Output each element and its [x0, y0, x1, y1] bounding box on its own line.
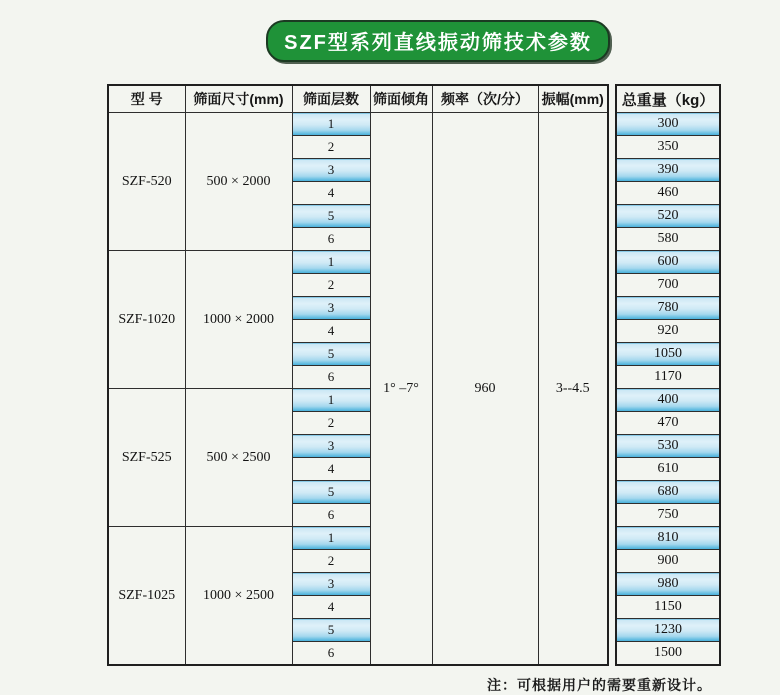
- weight-cell: 1230: [616, 619, 720, 642]
- weight-cell: 1500: [616, 642, 720, 666]
- table-row: [616, 550, 720, 573]
- size-cell: 500 × 2500: [185, 389, 292, 527]
- layer-cell: 3: [292, 573, 370, 596]
- table-row: [616, 527, 720, 550]
- table-row: [616, 619, 720, 642]
- table-row: [616, 596, 720, 619]
- table-row: [616, 205, 720, 228]
- weight-cell: 980: [616, 573, 720, 596]
- weight-cell: 460: [616, 182, 720, 205]
- weight-cell: 900: [616, 550, 720, 573]
- header-model: 型 号: [108, 85, 185, 113]
- weight-cell: 680: [616, 481, 720, 504]
- layer-cell: 6: [292, 642, 370, 666]
- incline-cell: 1° –7°: [370, 113, 432, 666]
- main-table: [107, 84, 609, 666]
- table-row: [616, 573, 720, 596]
- header-incline: 筛面倾角: [370, 85, 432, 113]
- weight-column: [615, 84, 721, 666]
- table-row: [616, 412, 720, 435]
- amplitude-cell: 3--4.5: [538, 113, 608, 666]
- weight-cell: 610: [616, 458, 720, 481]
- size-cell: 500 × 2000: [185, 113, 292, 251]
- layer-cell: 5: [292, 481, 370, 504]
- table-row: [616, 366, 720, 389]
- header-frequency: 频率（次/分）: [432, 85, 538, 113]
- layer-cell: 6: [292, 228, 370, 251]
- layer-cell: 2: [292, 136, 370, 159]
- table-row: [616, 481, 720, 504]
- table-row: [616, 159, 720, 182]
- layer-cell: 5: [292, 619, 370, 642]
- weight-cell: 1050: [616, 343, 720, 366]
- page-title: SZF型系列直线振动筛技术参数: [266, 20, 610, 62]
- layer-cell: 1: [292, 527, 370, 550]
- weight-cell: 750: [616, 504, 720, 527]
- layer-cell: 4: [292, 320, 370, 343]
- table-row: [616, 320, 720, 343]
- table-row: [616, 642, 720, 666]
- table-row: [616, 182, 720, 205]
- model-cell: SZF-1025: [108, 527, 185, 666]
- weight-cell: 920: [616, 320, 720, 343]
- table-row: [616, 458, 720, 481]
- layer-cell: 3: [292, 159, 370, 182]
- weight-cell: 1150: [616, 596, 720, 619]
- weight-cell: 600: [616, 251, 720, 274]
- table-row: [616, 435, 720, 458]
- table-row: [616, 274, 720, 297]
- layer-cell: 2: [292, 550, 370, 573]
- table-row: [616, 389, 720, 412]
- weight-cell: 300: [616, 113, 720, 136]
- layer-cell: 4: [292, 458, 370, 481]
- header-row: [616, 85, 720, 113]
- weight-cell: 470: [616, 412, 720, 435]
- layer-cell: 1: [292, 113, 370, 136]
- weight-cell: 350: [616, 136, 720, 159]
- layer-cell: 6: [292, 504, 370, 527]
- layer-cell: 5: [292, 343, 370, 366]
- layer-cell: 1: [292, 389, 370, 412]
- weight-cell: 1170: [616, 366, 720, 389]
- frequency-cell: 960: [432, 113, 538, 666]
- parameters-table: [107, 84, 780, 666]
- header-amplitude: 振幅(mm): [538, 85, 608, 113]
- header-weight: 总重量（kg）: [616, 85, 720, 113]
- layer-cell: 3: [292, 297, 370, 320]
- table-row: [616, 136, 720, 159]
- model-cell: SZF-1020: [108, 251, 185, 389]
- weight-cell: 780: [616, 297, 720, 320]
- table-row: [108, 113, 608, 136]
- weight-cell: 520: [616, 205, 720, 228]
- table-row: [616, 504, 720, 527]
- size-cell: 1000 × 2500: [185, 527, 292, 666]
- weight-cell: 810: [616, 527, 720, 550]
- weight-cell: 400: [616, 389, 720, 412]
- layer-cell: 5: [292, 205, 370, 228]
- header-size: 筛面尺寸(mm): [185, 85, 292, 113]
- layer-cell: 4: [292, 182, 370, 205]
- header-layers: 筛面层数: [292, 85, 370, 113]
- layer-cell: 3: [292, 435, 370, 458]
- layer-cell: 2: [292, 274, 370, 297]
- table-row: [616, 113, 720, 136]
- weight-cell: 530: [616, 435, 720, 458]
- layer-cell: 2: [292, 412, 370, 435]
- table-row: [616, 297, 720, 320]
- table-row: [616, 251, 720, 274]
- weight-cell: 580: [616, 228, 720, 251]
- weight-cell: 700: [616, 274, 720, 297]
- header-row: [108, 85, 608, 113]
- layer-cell: 1: [292, 251, 370, 274]
- layer-cell: 6: [292, 366, 370, 389]
- table-row: [616, 228, 720, 251]
- model-cell: SZF-525: [108, 389, 185, 527]
- layer-cell: 4: [292, 596, 370, 619]
- footer-note: 注：可根据用户的需要重新设计。: [487, 677, 712, 693]
- table-row: [616, 343, 720, 366]
- model-cell: SZF-520: [108, 113, 185, 251]
- weight-cell: 390: [616, 159, 720, 182]
- size-cell: 1000 × 2000: [185, 251, 292, 389]
